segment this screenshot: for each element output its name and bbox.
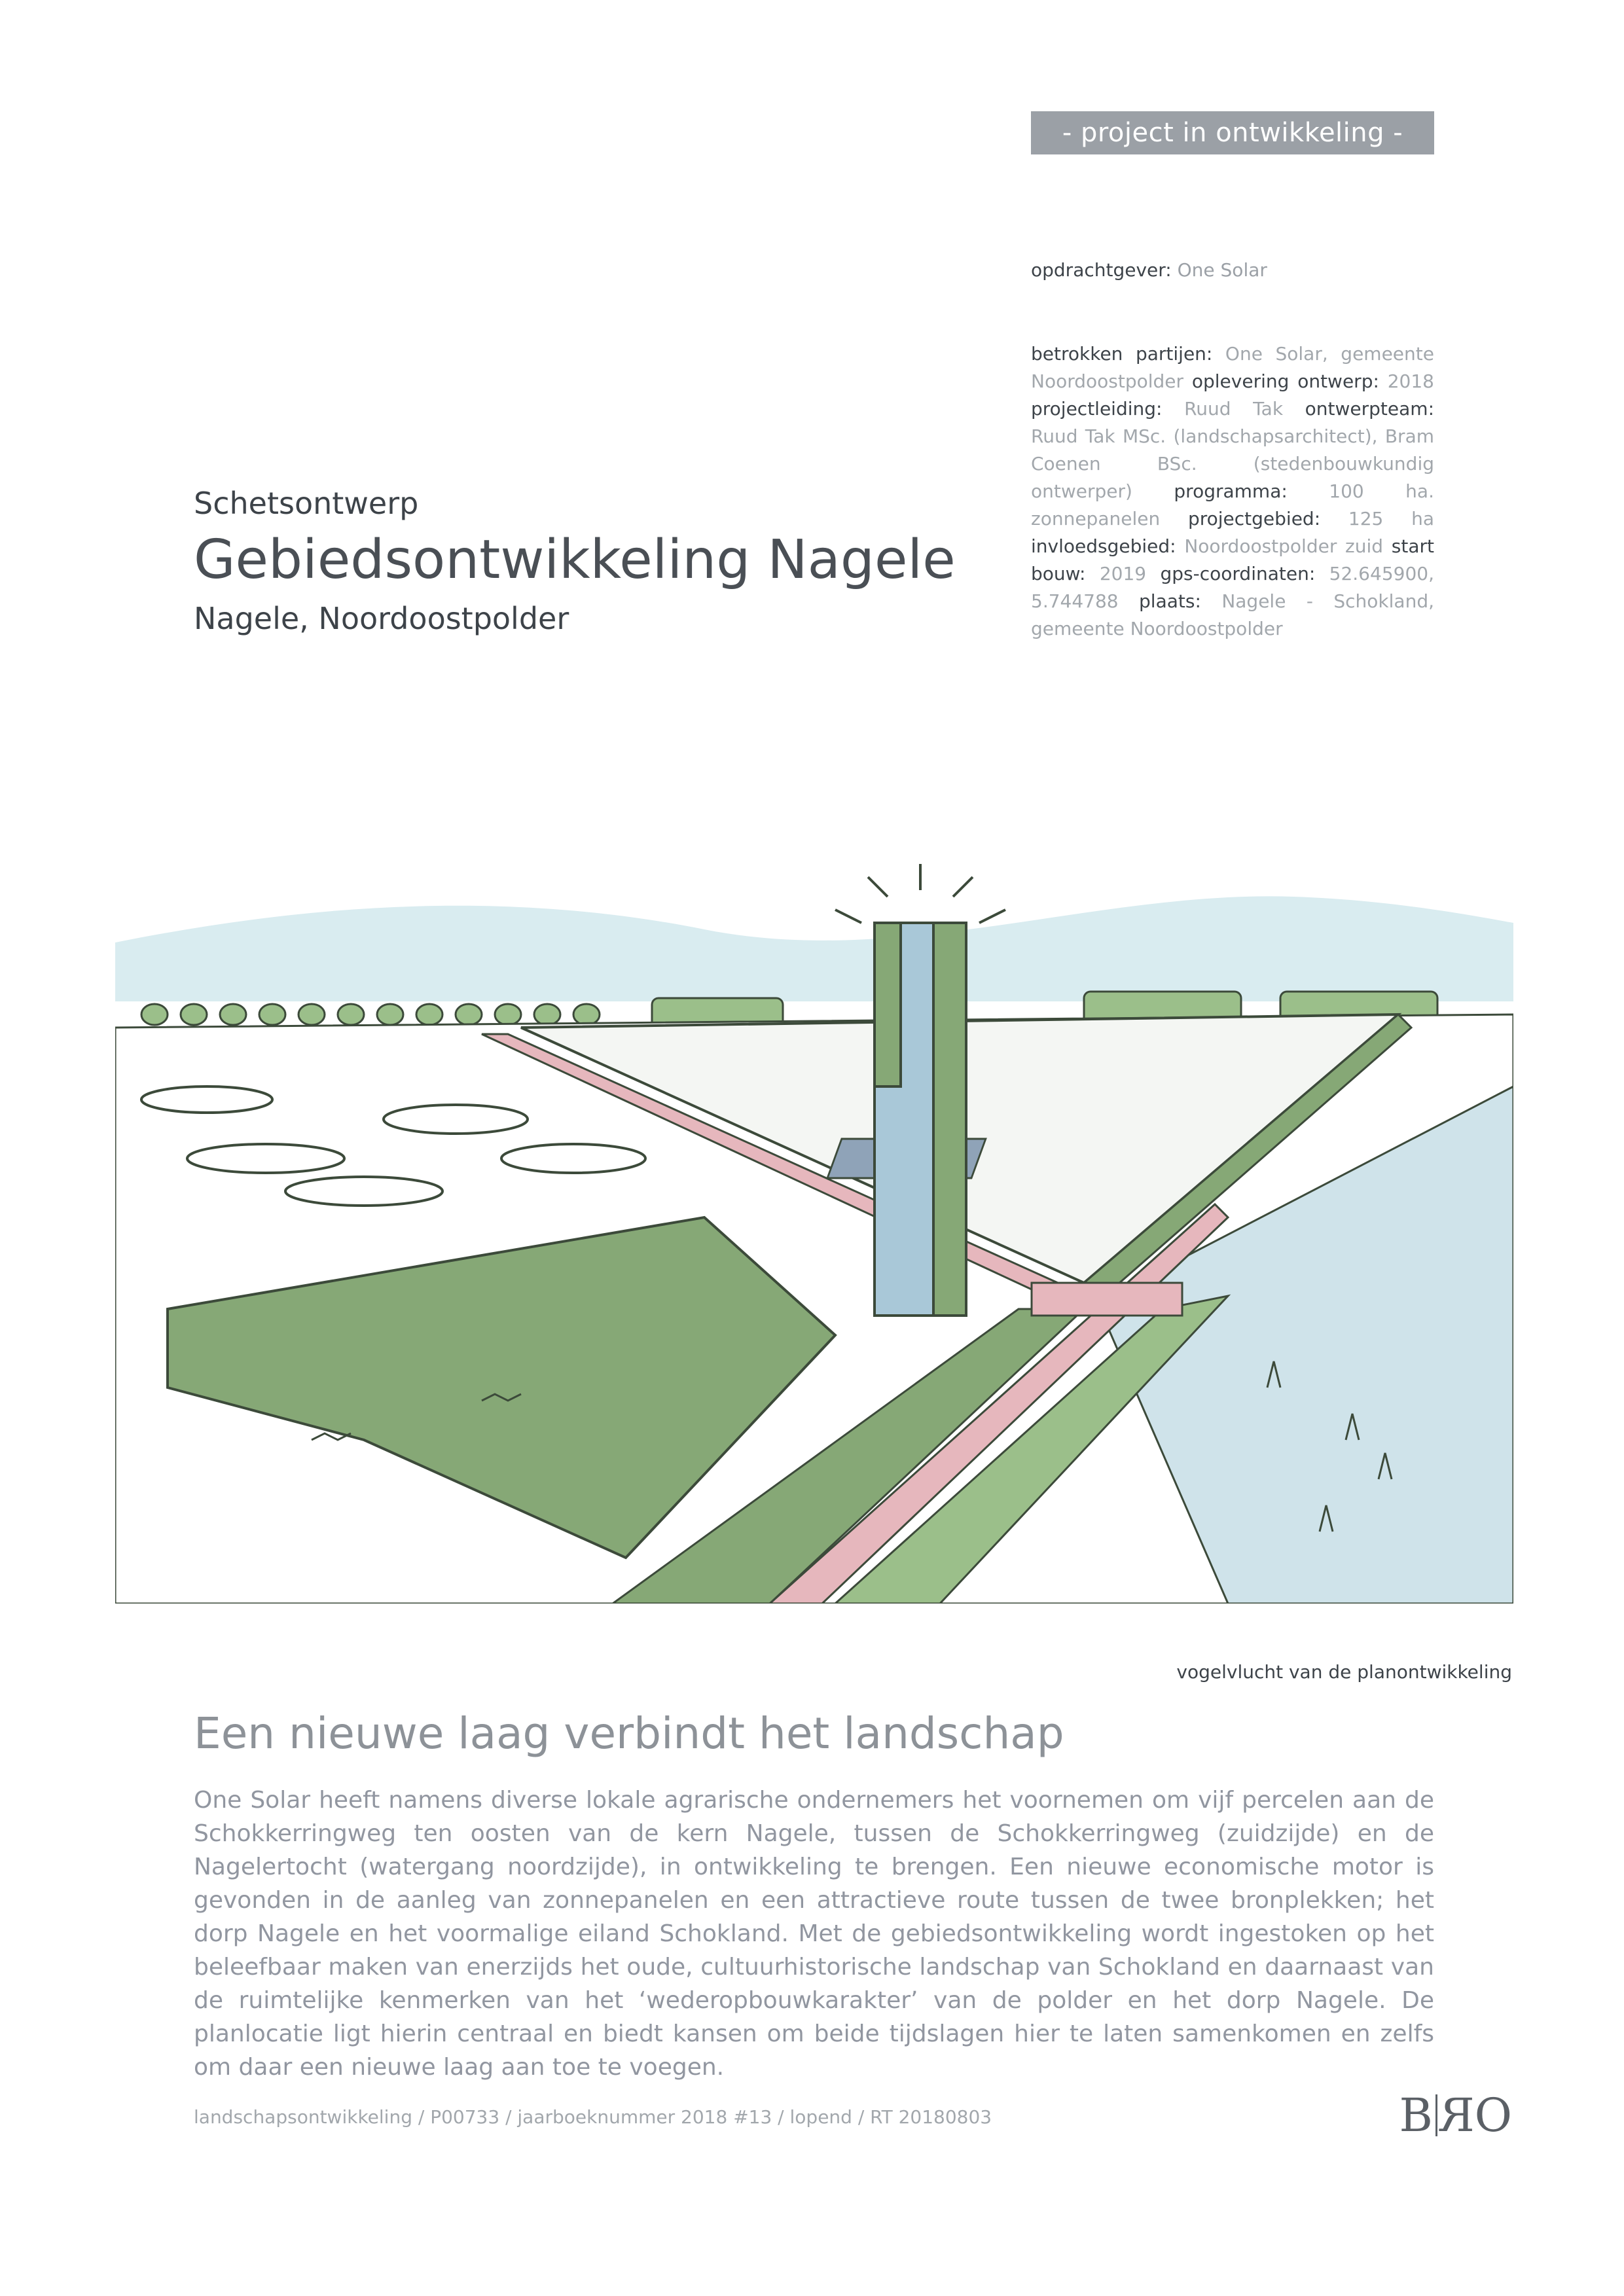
project-status-badge: - project in ontwikkeling - [1031,111,1434,154]
meta-value: Nagele - Schokland, gemeente Noordoostpolder [1031,590,1434,639]
meta-value: One Solar, gemeente Noordoostpolder [1031,343,1434,392]
project-location: Nagele, Noordoostpolder [194,601,569,636]
bro-logo [1394,2089,1512,2142]
section-body: One Solar heeft namens diverse lokale agrarische ondernemers het voornemen om vijf percelen aan de Schokkerringweg ten oosten van de kern Nagele, tussen de Schokkerringweg (zuidzijde) en de Nagelertocht (watergang noordzijde), in ontwikkeling te brengen. Een nieuwe economische motor is gevonden in de aanleg van zonnepanelen en een attractieve route tussen de twee bronplekken; het dorp Nagele en het voormalige eiland Schokland. Met de gebiedsontwikkeling wordt ingestoken op het beleefbaar maken van enerzijds het oude, cultuurhistorische landschap van Schokland en daarnaast van de ruimtelijke kenmerken van het ‘wederopbouwkarakter’ van de polder en het dorp Nagele. De planlocatie ligt hierin centraal en biedt kansen om beide tijdslagen hier te laten samenkomen en zelfs om daar een nieuwe laag aan toe te voegen. [194,1787,1434,2081]
project-metadata [1031,340,1434,643]
meta-label: betrokken partijen: [1031,343,1213,365]
section-title: Een nieuwe laag verbindt het landschap [194,1708,1064,1759]
meta-value: Ruud Tak [1184,398,1284,420]
client-label: opdrachtgever: [1031,259,1172,281]
logo-letter: B [1399,2089,1433,2142]
footer-reference: landschapsontwikkeling / P00733 / jaarboeknummer 2018 #13 / lopend / RT 20180803 [194,2106,992,2128]
page-subtitle: Schetsontwerp [194,486,419,521]
page-title: Gebiedsontwikkeling Nagele [194,529,956,591]
meta-value: 2019 [1099,563,1147,584]
meta-value: 100 ha. zonnepanelen [1031,480,1434,529]
client-value: One Solar [1177,259,1267,281]
meta-label: invloedsgebied: [1031,535,1176,557]
meta-value: 52.645900, 5.744788 [1031,563,1434,612]
meta-label: projectleiding: [1031,398,1163,420]
bird-eye-sketch-illustration [115,851,1513,1604]
meta-value: Ruud Tak MSc. (landschapsarchitect), Bram Coenen BSc. (stedenbouwkundig ontwerper) [1031,425,1434,502]
meta-label: gps-coordinaten: [1160,563,1316,584]
logo-letter-o: O [1474,2089,1512,2142]
meta-label: plaats: [1139,590,1201,612]
logo-divider [1435,2094,1437,2136]
meta-label: programma: [1174,480,1288,502]
illustration-caption: vogelvlucht van de planontwikkeling [1176,1661,1512,1683]
meta-value: 2018 [1387,370,1434,392]
meta-label: oplevering ontwerp: [1191,370,1379,392]
sky-shape [115,896,1513,1001]
meta-label: start bouw: [1031,535,1434,584]
client-info [1031,259,1434,281]
meta-value: Noordoostpolder zuid [1184,535,1384,557]
meta-label: ontwerpteam: [1305,398,1434,420]
meta-label: projectgebied: [1187,508,1321,529]
logo-letter-mirrored: R [1439,2089,1475,2142]
bridge [1032,1283,1182,1316]
meta-value: 125 ha [1348,508,1435,529]
